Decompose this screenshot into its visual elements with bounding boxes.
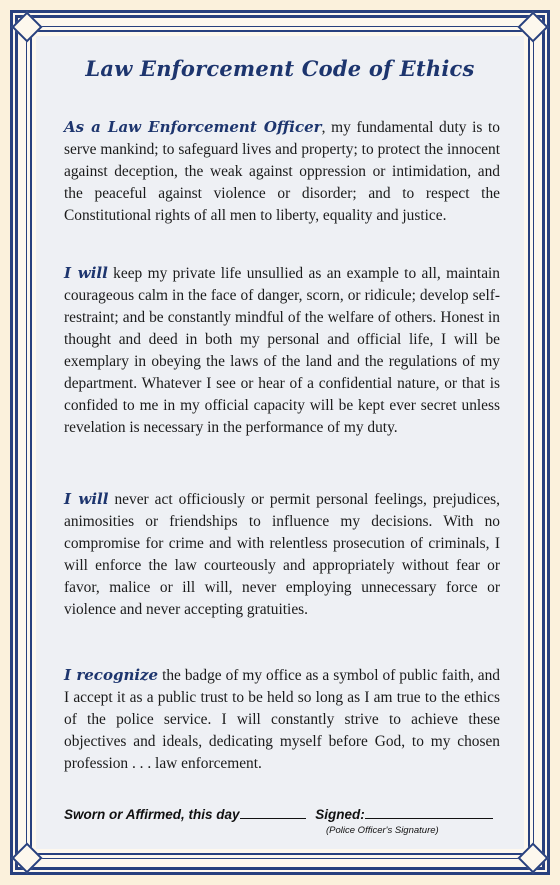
paragraph-4 — [64, 664, 500, 775]
document-title: Law Enforcement Code of Ethics — [85, 56, 475, 81]
paragraph-2-lead: I will — [64, 264, 108, 282]
paragraph-3-lead: I will — [64, 490, 109, 508]
paragraph-3-text: never act officiously or permit personal feelings, prejudices, animosities or friendships to influence my decisions. With no compromise for crime and with relentless prosecution of criminals, I will enforce the law courteously and appropriately without fear or favor, malice or ill will, never employing unnecessary force or violence and never accepting gratuities. — [64, 491, 500, 618]
paragraph-1-text: , my fundamental duty is to serve mankind; to safeguard lives and property; to protect the innocent against deception, the weak against oppression or intimidation, and the peaceful against violence or disorder; and to respect the Constitutional rights of all men to liberty, equality and justice. — [64, 119, 501, 224]
sworn-label: Sworn or Affirmed, this day — [64, 807, 240, 822]
document-panel — [36, 36, 524, 849]
date-blank[interactable] — [240, 806, 306, 819]
paragraph-4-text: the badge of my office as a symbol of public faith, and I accept it as a public trust to be held so long as I am true to the ethics of the police service. I will constantly strive to achieve these objectives and ideals, dedicating myself before God, to my chosen profession . . . law enforcement. — [64, 667, 500, 772]
signature-line — [64, 806, 504, 822]
paragraph-3 — [64, 488, 500, 621]
paragraph-4-lead: I recognize — [64, 666, 159, 684]
signature-blank[interactable] — [365, 806, 493, 819]
paragraph-2-text: keep my private life unsullied as an example to all, maintain courageous calm in the face of danger, scorn, or ridicule; develop self-restraint; and be constantly mindful of the welfare of others. Honest in thought and deed in both my personal and official life, I will be exemplary in obeying the laws of the land and the regulations of my department. Whatever I see or hear of a confidential nature, or that is confided to me in my official capacity will be kept ever secret unless revelation is necessary in the performance of my duty. — [64, 265, 500, 436]
paragraph-1-lead: As a Law Enforcement Officer — [64, 118, 322, 136]
paragraph-2 — [64, 262, 500, 439]
signed-label: Signed: — [315, 807, 365, 822]
signature-caption: (Police Officer's Signature) — [326, 825, 439, 836]
paragraph-1 — [64, 116, 500, 227]
